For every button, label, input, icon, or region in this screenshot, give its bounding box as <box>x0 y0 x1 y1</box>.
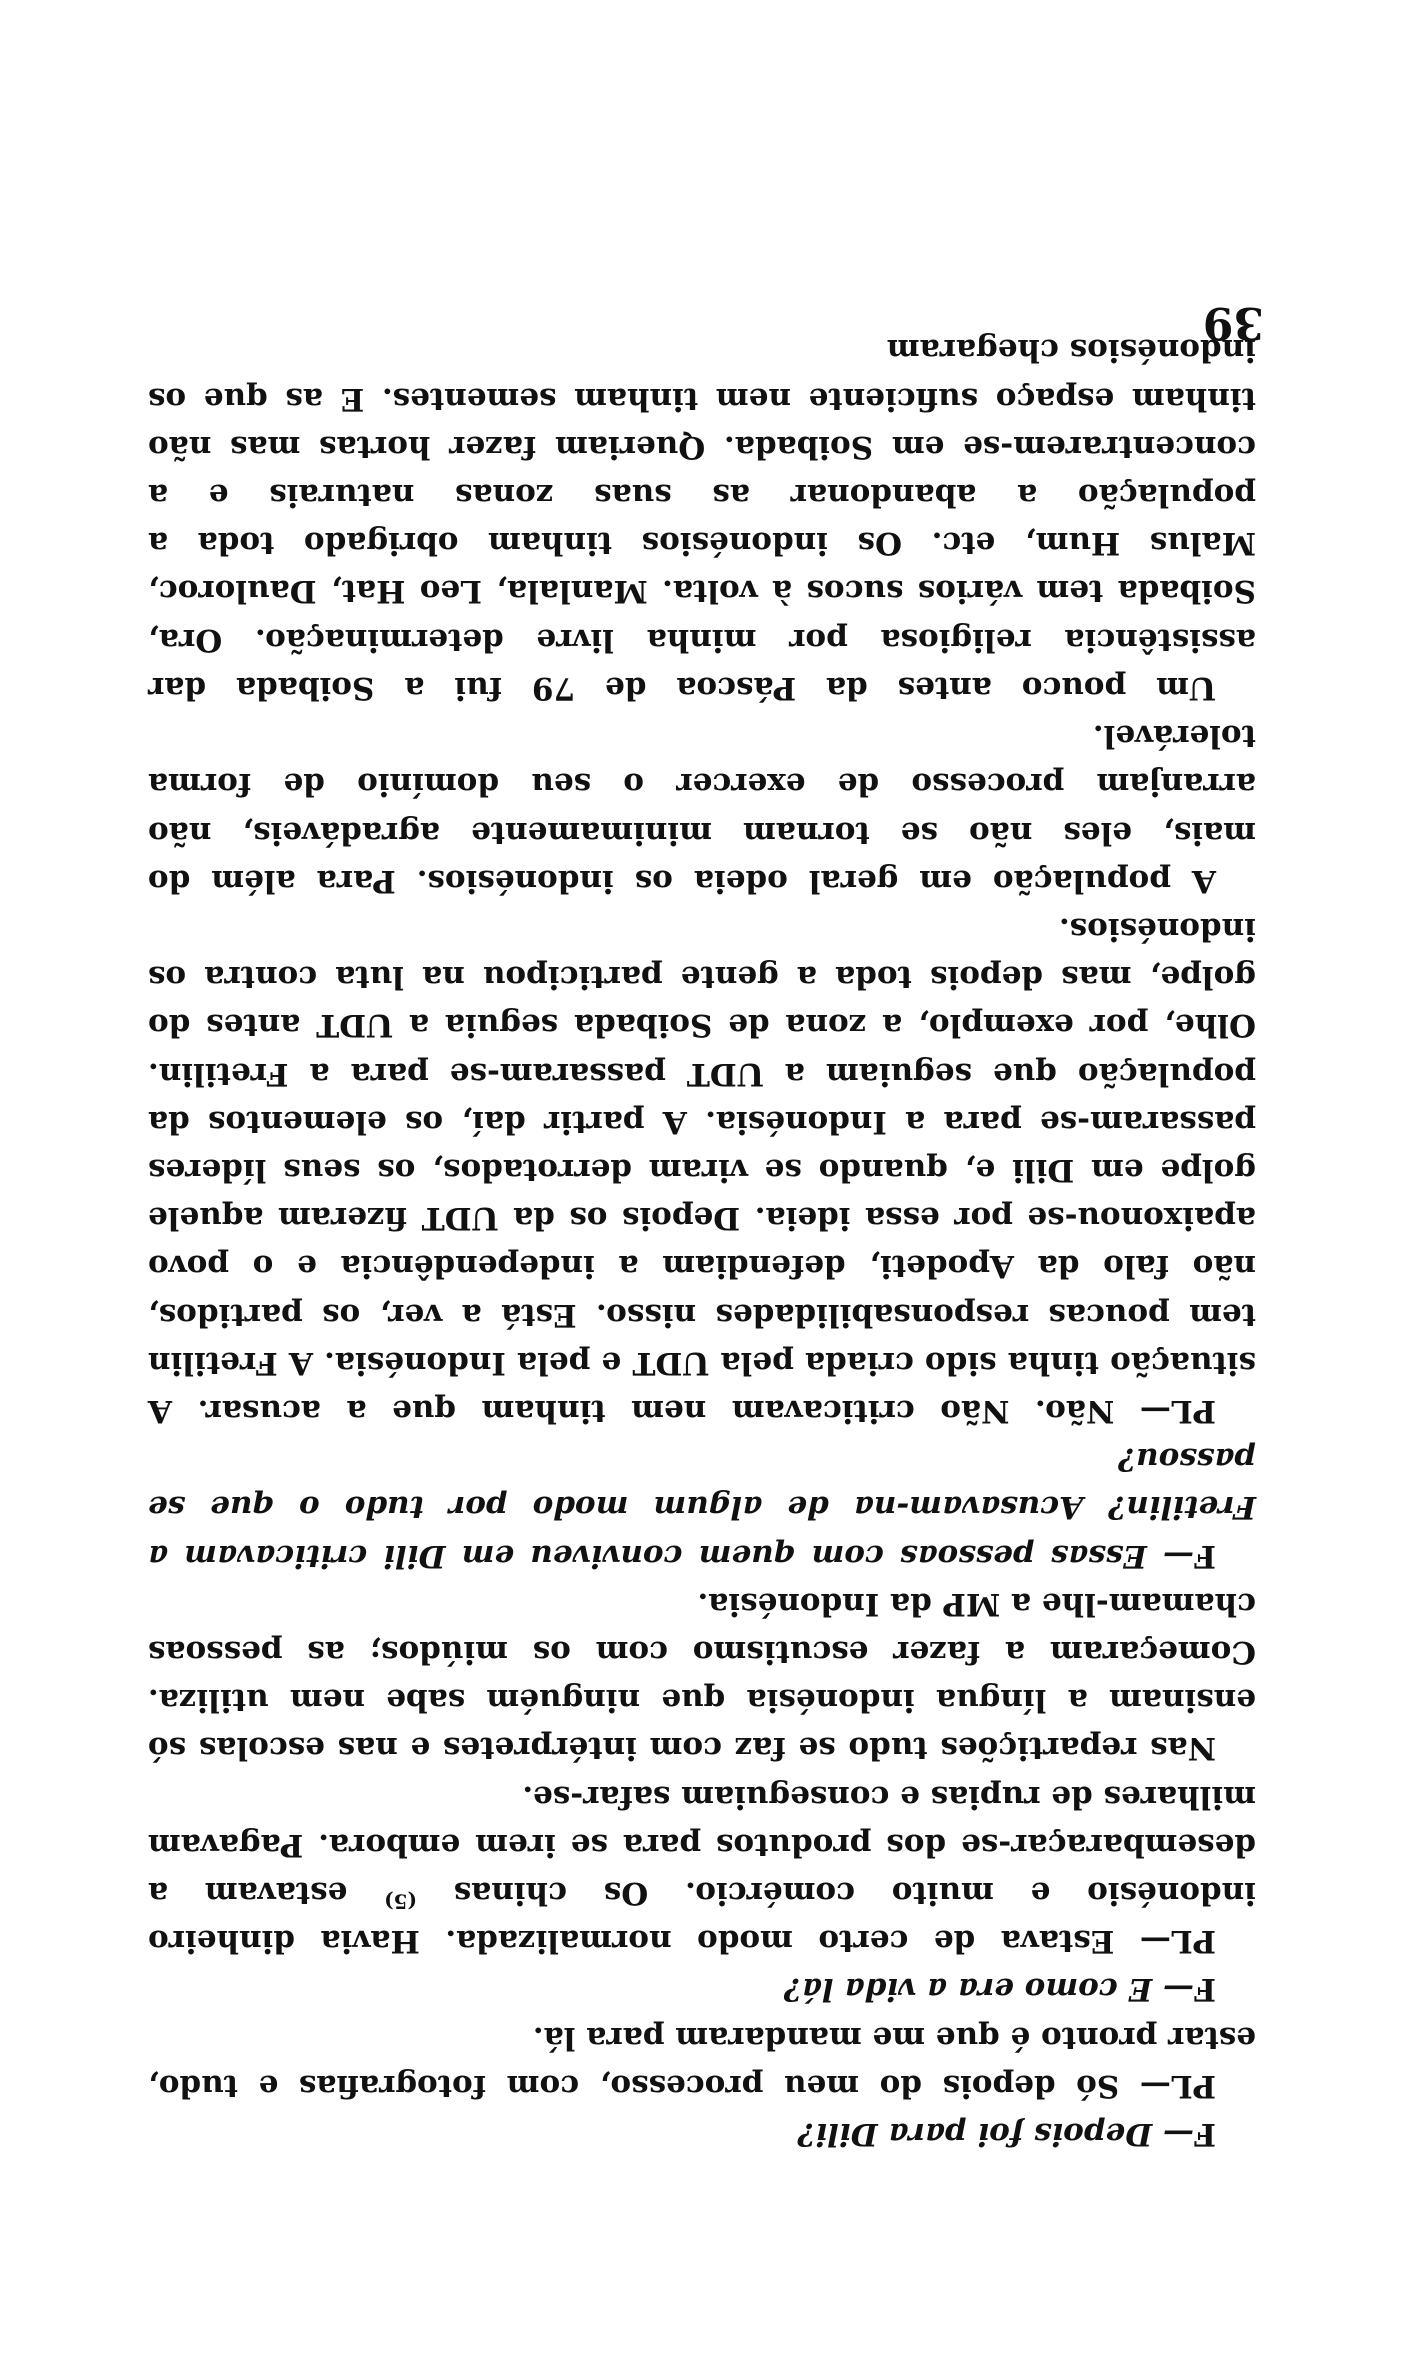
answer-text-continued: estavam a desembaraçar-se dos produtos para se irem embora. Pagavam milhares de rupias e conseguiam safar-se. <box>147 1778 1256 1911</box>
interview-question <box>148 2110 1256 2158</box>
speaker-label: F <box>1193 1537 1216 1574</box>
text-column <box>148 326 1256 2158</box>
speaker-label: PL <box>1170 2067 1216 2104</box>
answer-text: — Estava de certo modo normalizada. Havia dinheiro indonésio e muito comércio. Os chinas <box>148 1874 1256 1960</box>
question-text: — E como era a vida lá? <box>783 1971 1194 2008</box>
page-number: 39 <box>1202 297 1264 348</box>
answer-text: — Não. Não criticavam nem tinham que a acusar. A situação tinha sido criada pela UDT e pela Indonésia. A Fretilin tem poucas responsabilidades nisso. Está a ver, os partidos, não falo da Apodeti, defendiam a independência e o povo apaixonou-se por essa ideia. Depois os da UDT fizeram aquele golpe em Dili e, quando se viram derrotados, os seus líderes passaram-se para a Indonésia. A partir daí, os elementos da população que seguiam a UDT passaram-se para a Fretilin. Olhe, por exemplo, a zona de Soibada seguia a UDT antes do golpe, mas depois toda a gente participou na luta contra os indonésios. <box>148 910 1256 1429</box>
interview-answer <box>148 905 1256 1435</box>
answer-text: — Só depois do meu processo, com fotografias e tudo, estar pronto é que me mandaram para lá. <box>148 2019 1256 2104</box>
interview-question <box>148 1965 1256 2013</box>
question-text: — Depois foi para Dili? <box>797 2116 1194 2152</box>
body-paragraph: Um pouco antes da Páscoa de 79 fui a Soibada dar assistência religiosa por minha livre determinação. Ora, Soibada tem vários sucos à volta. Manlala, Leo Hat, Dauloroc, Malus Hum, etc. Os indonésios tinham obrigado toda a população a abandonar as suas zonas naturais e a concentrarem-se em Soibada. Queriam fazer hortas mas não tinham espaço suficiente nem tinham sementes. E as que os indonésios chegaram <box>148 332 1256 706</box>
interview-answer <box>148 1772 1256 1965</box>
body-paragraph: Nas repartições tudo se faz com intérpretes e nas escolas só ensinam a língua indonésia que ninguém sabe nem utiliza. Começaram a fazer escutismo com os miúdos; as pessoas chamam-lhe a MP da Indonésia. <box>148 1585 1256 1767</box>
footnote-number: 5 <box>393 1889 408 1914</box>
speaker-label: F <box>1193 2116 1216 2152</box>
body-paragraph: A população em geral odeia os indonésios. Para além do mais, eles não se tornam minimamente agradáveis, não arranjam processo de exercer o seu domínio de forma tolerável. <box>148 718 1256 899</box>
interview-question <box>148 1435 1256 1580</box>
footnote-reference: (5) <box>384 1889 417 1914</box>
question-text: — Essas pessoas com quem conviveu em Dili criticavam a Fretilin? Acusavam-na de algum modo por tudo o que se passou? <box>148 1441 1256 1574</box>
interview-answer <box>148 2013 1256 2109</box>
speaker-label: PL <box>1170 1392 1216 1429</box>
speaker-label: F <box>1193 1971 1216 2008</box>
speaker-label: PL <box>1170 1923 1216 1960</box>
